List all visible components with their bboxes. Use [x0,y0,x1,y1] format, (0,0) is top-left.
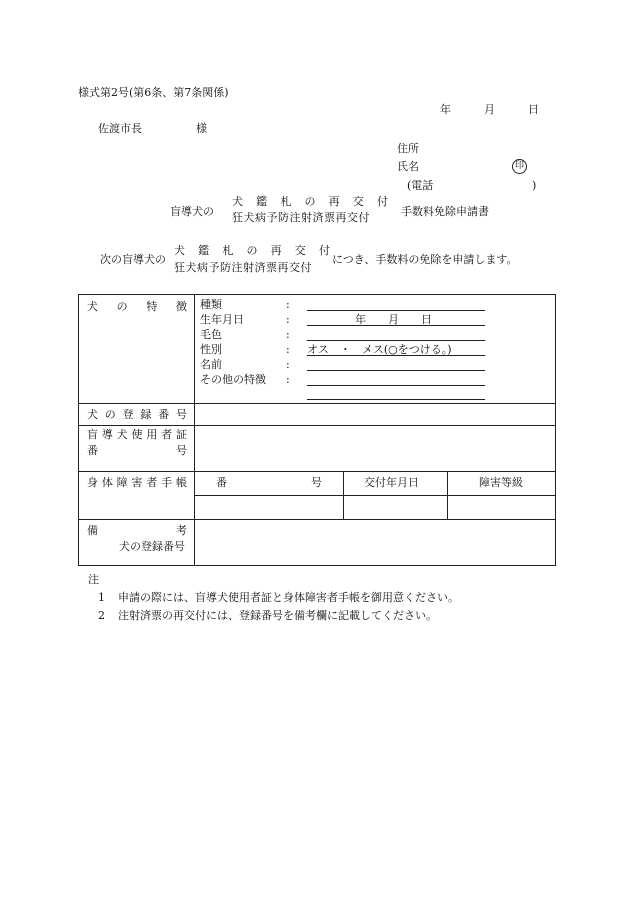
note-item-text: 注射済票の再交付には、登録番号を備考欄に記載してください。 [118,609,437,622]
application-table [78,294,556,566]
applicant-name-label: 氏名 [397,160,419,173]
seal-mark-icon: 印 [512,159,527,174]
feature-birthdate-label: 生年月日 [200,313,244,326]
title-line-2: 狂犬病予防注射済票再交付 [232,211,370,224]
feature-name-field[interactable] [307,370,485,371]
disability-issue-date-field[interactable] [344,496,447,519]
disability-number-header: 番 号 [216,476,322,489]
disability-grade-field[interactable] [448,496,555,519]
addressee-honorific: 様 [196,122,207,135]
disability-grade-header: 障害等級 [479,476,523,489]
feature-kind-field[interactable] [307,310,485,311]
statement-suffix: につき、手数料の免除を申請します。 [332,253,518,266]
feature-sex-label: 性別 [200,343,222,356]
feature-colon: : [286,328,290,341]
feature-other-label: その他の特徴 [200,373,266,386]
features-label: 犬 の 特 徴 [87,300,187,313]
phone-close: ) [532,179,537,192]
phone-label: (電話 [407,179,434,192]
feature-color-field[interactable] [307,340,485,341]
feature-birthdate-value: 年 月 日 [355,313,432,326]
feature-colon: : [286,358,290,371]
feature-colon: : [286,313,290,326]
note-item-number: 1 [98,591,105,604]
feature-birthdate-field[interactable] [307,325,485,326]
statement-line-2: 狂犬病予防注射済票再交付 [174,261,312,274]
feature-sex-field [307,355,485,356]
addressee: 佐渡市長 [98,122,142,135]
disability-number-field[interactable] [195,496,343,519]
registration-number-field[interactable] [195,404,555,425]
remarks-sub-label: 犬の登録番号 [119,540,185,553]
feature-kind-label: 種類 [200,298,222,311]
note-item-number: 2 [98,609,105,622]
note-item-text: 申請の際には、盲導犬使用者証と身体障害者手帳を御用意ください。 [118,591,459,604]
disability-handbook-label: 身 体 障 害 者 手 帳 [87,476,187,489]
registration-number-label: 犬 の 登 録 番 号 [87,408,187,421]
feature-other-field[interactable] [307,385,485,386]
form-number: 様式第2号(第6条、第7条関係) [78,86,229,99]
guide-cert-label: 盲 導 犬 使 用 者 証 [87,428,187,441]
statement-prefix: 次の盲導犬の [100,253,166,266]
statement-line-1: 犬 鑑 札 の 再 交 付 [174,244,330,257]
remarks-label: 備 考 [87,524,187,537]
guide-cert-field[interactable] [195,426,555,471]
remarks-field[interactable] [195,520,555,565]
feature-other-field-2[interactable] [307,399,485,400]
address-label: 住所 [397,142,419,155]
feature-colon: : [286,298,290,311]
title-suffix: 手数料免除申請書 [401,205,489,218]
notes-heading: 注 [88,573,99,586]
date-line [440,104,539,115]
feature-colon: : [286,343,290,356]
feature-colon: : [286,373,290,386]
title-prefix: 盲導犬の [170,205,214,218]
title-line-1: 犬 鑑 札 の 再 交 付 [232,195,388,208]
disability-issue-date-header: 交付年月日 [364,476,419,489]
guide-cert-label-2: 番 号 [87,444,187,457]
date-day-label: 日 [528,103,539,116]
feature-name-label: 名前 [200,358,222,371]
date-month-label: 月 [484,103,495,116]
date-year-label: 年 [440,103,451,116]
feature-sex-value[interactable]: オス ・ メス(○をつける。) [307,343,452,356]
feature-color-label: 毛色 [200,328,222,341]
